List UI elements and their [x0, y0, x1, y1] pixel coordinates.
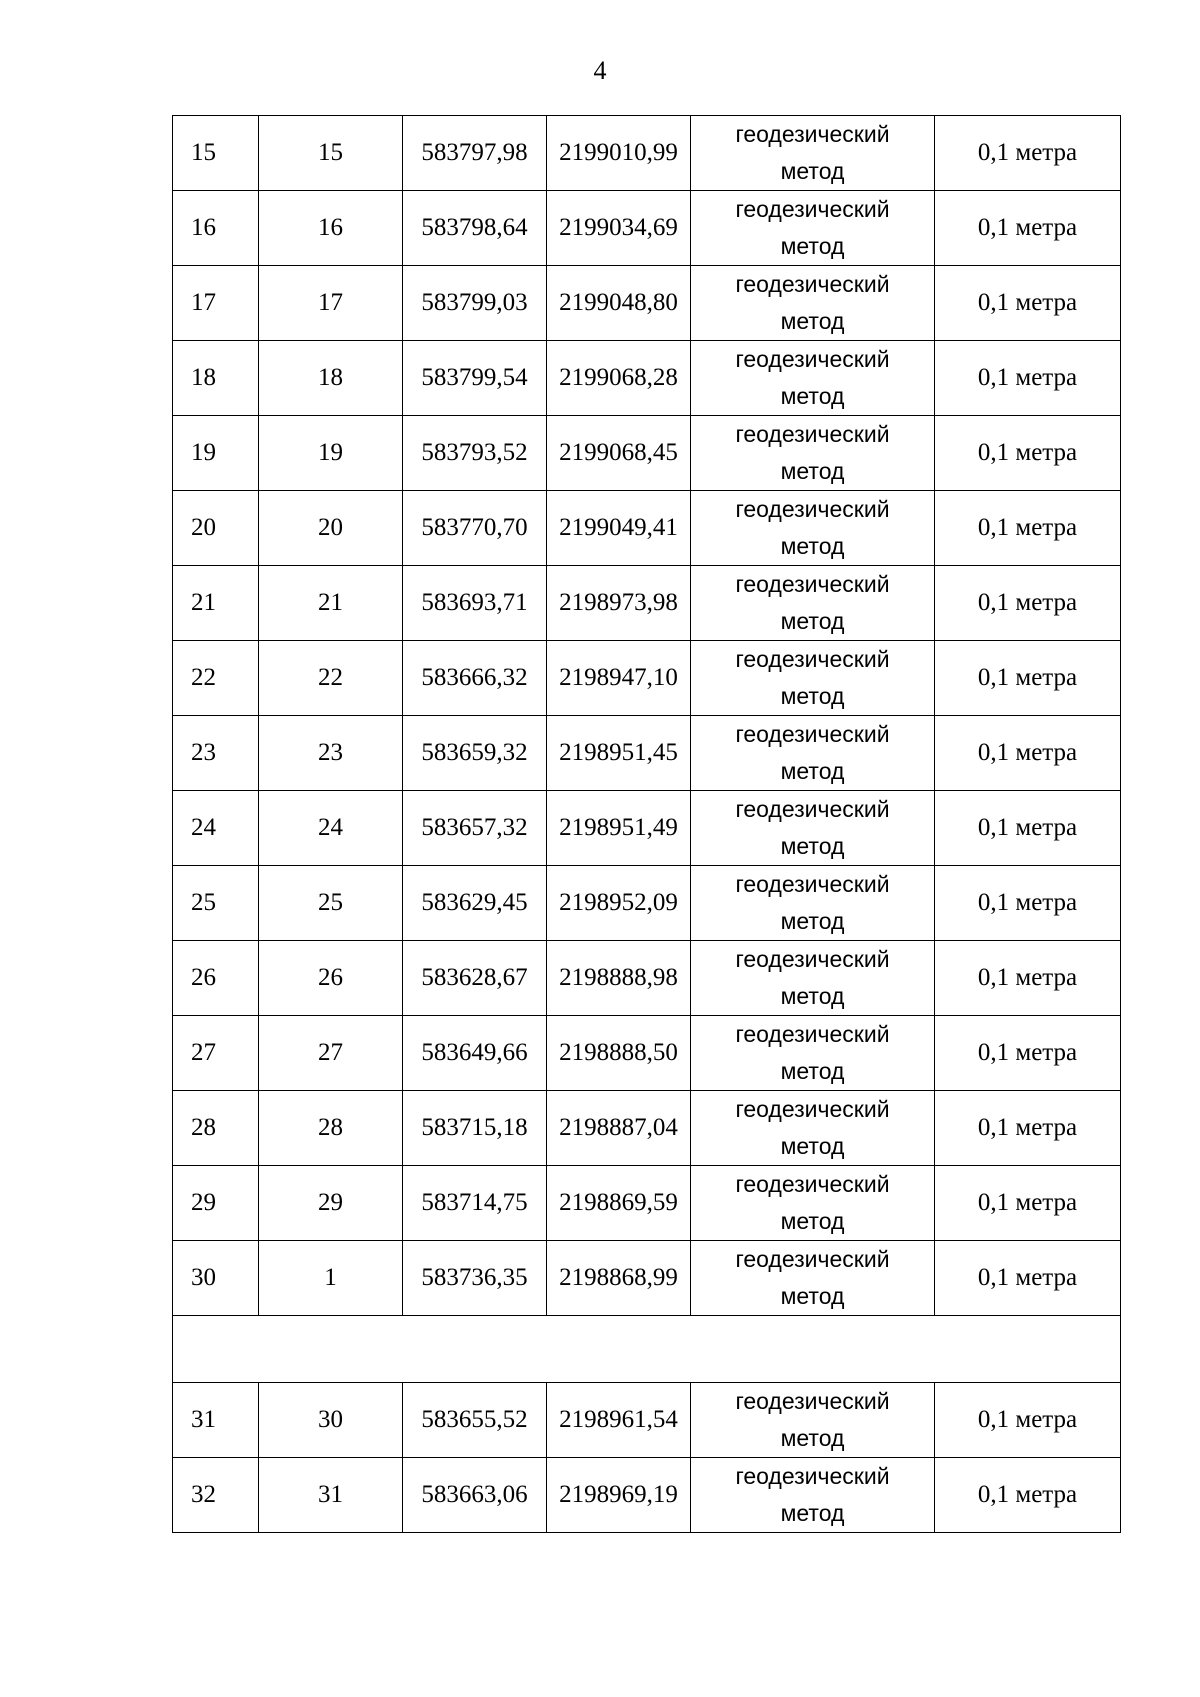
method-cell: [691, 641, 935, 716]
table-row: [173, 1016, 1121, 1091]
method-line-2: метод: [780, 533, 845, 559]
x-coordinate-cell: 583793,52: [403, 416, 547, 491]
row-number-cell: 32: [173, 1458, 259, 1533]
method-line-2: метод: [780, 308, 845, 334]
method-cell: [691, 341, 935, 416]
coordinates-table: [172, 115, 1121, 1533]
method-line-1: геодезический: [735, 196, 890, 222]
row-number-cell: 18: [173, 341, 259, 416]
method-cell: [691, 716, 935, 791]
y-coordinate-cell: 2198869,59: [547, 1166, 691, 1241]
y-coordinate-cell: 2198951,49: [547, 791, 691, 866]
method-line-2: метод: [780, 158, 845, 184]
table-row: [173, 1458, 1121, 1533]
y-coordinate-cell: 2198969,19: [547, 1458, 691, 1533]
point-number-cell: 17: [259, 266, 403, 341]
method-line-2: метод: [780, 833, 845, 859]
row-number-cell: 15: [173, 116, 259, 191]
method-line-2: метод: [780, 1283, 845, 1309]
row-number-cell: 26: [173, 941, 259, 1016]
x-coordinate-cell: 583657,32: [403, 791, 547, 866]
x-coordinate-cell: 583799,03: [403, 266, 547, 341]
method-line-2: метод: [780, 908, 845, 934]
accuracy-cell: 0,1 метра: [935, 791, 1121, 866]
method-line-1: геодезический: [735, 946, 890, 972]
x-coordinate-cell: 583799,54: [403, 341, 547, 416]
y-coordinate-cell: 2198973,98: [547, 566, 691, 641]
row-number-cell: 20: [173, 491, 259, 566]
point-number-cell: 27: [259, 1016, 403, 1091]
method-cell: [691, 116, 935, 191]
accuracy-cell: 0,1 метра: [935, 1241, 1121, 1316]
point-number-cell: 20: [259, 491, 403, 566]
accuracy-cell: 0,1 метра: [935, 416, 1121, 491]
x-coordinate-cell: 583659,32: [403, 716, 547, 791]
y-coordinate-cell: 2198947,10: [547, 641, 691, 716]
method-line-1: геодезический: [735, 1096, 890, 1122]
page-number: 4: [593, 56, 607, 85]
method-line-2: метод: [780, 1500, 845, 1526]
row-number-cell: 30: [173, 1241, 259, 1316]
x-coordinate-cell: 583798,64: [403, 191, 547, 266]
point-number-cell: 15: [259, 116, 403, 191]
table-row: [173, 941, 1121, 1016]
point-number-cell: 23: [259, 716, 403, 791]
method-cell: [691, 491, 935, 566]
method-line-2: метод: [780, 1058, 845, 1084]
table-row: [173, 1241, 1121, 1316]
table-row: [173, 191, 1121, 266]
row-number-cell: 29: [173, 1166, 259, 1241]
accuracy-cell: 0,1 метра: [935, 266, 1121, 341]
accuracy-cell: 0,1 метра: [935, 1016, 1121, 1091]
method-line-1: геодезический: [735, 1021, 890, 1047]
table-separator: [173, 1316, 1121, 1383]
point-number-cell: 21: [259, 566, 403, 641]
point-number-cell: 18: [259, 341, 403, 416]
method-line-1: геодезический: [735, 1388, 890, 1414]
row-number-cell: 23: [173, 716, 259, 791]
x-coordinate-cell: 583715,18: [403, 1091, 547, 1166]
method-line-2: метод: [780, 1133, 845, 1159]
row-number-cell: 21: [173, 566, 259, 641]
point-number-cell: 28: [259, 1091, 403, 1166]
x-coordinate-cell: 583649,66: [403, 1016, 547, 1091]
x-coordinate-cell: 583628,67: [403, 941, 547, 1016]
accuracy-cell: 0,1 метра: [935, 116, 1121, 191]
table-row: [173, 866, 1121, 941]
y-coordinate-cell: 2198961,54: [547, 1383, 691, 1458]
table-row: [173, 1166, 1121, 1241]
method-line-1: геодезический: [735, 1463, 890, 1489]
method-line-1: геодезический: [735, 571, 890, 597]
method-cell: [691, 1091, 935, 1166]
method-line-2: метод: [780, 983, 845, 1009]
table-row: [173, 566, 1121, 641]
method-line-1: геодезический: [735, 121, 890, 147]
accuracy-cell: 0,1 метра: [935, 1383, 1121, 1458]
point-number-cell: 26: [259, 941, 403, 1016]
y-coordinate-cell: 2198888,50: [547, 1016, 691, 1091]
x-coordinate-cell: 583797,98: [403, 116, 547, 191]
method-cell: [691, 266, 935, 341]
table-row: [173, 1383, 1121, 1458]
method-cell: [691, 191, 935, 266]
method-cell: [691, 566, 935, 641]
accuracy-cell: 0,1 метра: [935, 1458, 1121, 1533]
method-line-2: метод: [780, 608, 845, 634]
row-number-cell: 19: [173, 416, 259, 491]
method-line-1: геодезический: [735, 721, 890, 747]
blank-cell: [173, 1316, 1121, 1383]
point-number-cell: 1: [259, 1241, 403, 1316]
table-row: [173, 116, 1121, 191]
y-coordinate-cell: 2199048,80: [547, 266, 691, 341]
method-cell: [691, 1166, 935, 1241]
y-coordinate-cell: 2198887,04: [547, 1091, 691, 1166]
method-cell: [691, 1383, 935, 1458]
table-row: [173, 266, 1121, 341]
method-cell: [691, 866, 935, 941]
accuracy-cell: 0,1 метра: [935, 866, 1121, 941]
method-line-1: геодезический: [735, 1171, 890, 1197]
method-line-2: метод: [780, 683, 845, 709]
method-line-1: геодезический: [735, 646, 890, 672]
method-cell: [691, 1241, 935, 1316]
y-coordinate-cell: 2199068,45: [547, 416, 691, 491]
accuracy-cell: 0,1 метра: [935, 641, 1121, 716]
accuracy-cell: 0,1 метра: [935, 566, 1121, 641]
row-number-cell: 22: [173, 641, 259, 716]
y-coordinate-cell: 2198951,45: [547, 716, 691, 791]
method-line-1: геодезический: [735, 421, 890, 447]
method-cell: [691, 1016, 935, 1091]
method-line-1: геодезический: [735, 871, 890, 897]
table-body-top: [173, 116, 1121, 1316]
method-line-2: метод: [780, 233, 845, 259]
method-cell: [691, 941, 935, 1016]
accuracy-cell: 0,1 метра: [935, 1166, 1121, 1241]
accuracy-cell: 0,1 метра: [935, 1091, 1121, 1166]
method-line-1: геодезический: [735, 1246, 890, 1272]
accuracy-cell: 0,1 метра: [935, 491, 1121, 566]
method-line-2: метод: [780, 1208, 845, 1234]
blank-separator-row: [173, 1316, 1121, 1383]
point-number-cell: 30: [259, 1383, 403, 1458]
point-number-cell: 31: [259, 1458, 403, 1533]
method-line-2: метод: [780, 758, 845, 784]
y-coordinate-cell: 2199049,41: [547, 491, 691, 566]
accuracy-cell: 0,1 метра: [935, 191, 1121, 266]
y-coordinate-cell: 2199010,99: [547, 116, 691, 191]
row-number-cell: 24: [173, 791, 259, 866]
table-row: [173, 491, 1121, 566]
x-coordinate-cell: 583663,06: [403, 1458, 547, 1533]
row-number-cell: 28: [173, 1091, 259, 1166]
table-row: [173, 341, 1121, 416]
x-coordinate-cell: 583655,52: [403, 1383, 547, 1458]
table-row: [173, 1091, 1121, 1166]
accuracy-cell: 0,1 метра: [935, 941, 1121, 1016]
method-cell: [691, 416, 935, 491]
method-line-1: геодезический: [735, 496, 890, 522]
point-number-cell: 24: [259, 791, 403, 866]
method-line-2: метод: [780, 383, 845, 409]
accuracy-cell: 0,1 метра: [935, 716, 1121, 791]
method-line-2: метод: [780, 1425, 845, 1451]
point-number-cell: 29: [259, 1166, 403, 1241]
y-coordinate-cell: 2199068,28: [547, 341, 691, 416]
y-coordinate-cell: 2198868,99: [547, 1241, 691, 1316]
row-number-cell: 31: [173, 1383, 259, 1458]
x-coordinate-cell: 583629,45: [403, 866, 547, 941]
y-coordinate-cell: 2199034,69: [547, 191, 691, 266]
y-coordinate-cell: 2198888,98: [547, 941, 691, 1016]
y-coordinate-cell: 2198952,09: [547, 866, 691, 941]
point-number-cell: 16: [259, 191, 403, 266]
table-row: [173, 416, 1121, 491]
table-row: [173, 641, 1121, 716]
row-number-cell: 27: [173, 1016, 259, 1091]
point-number-cell: 25: [259, 866, 403, 941]
point-number-cell: 19: [259, 416, 403, 491]
method-line-1: геодезический: [735, 796, 890, 822]
table-body-bottom: [173, 1383, 1121, 1533]
x-coordinate-cell: 583693,71: [403, 566, 547, 641]
table-row: [173, 716, 1121, 791]
row-number-cell: 17: [173, 266, 259, 341]
method-line-2: метод: [780, 458, 845, 484]
method-cell: [691, 791, 935, 866]
x-coordinate-cell: 583736,35: [403, 1241, 547, 1316]
method-line-1: геодезический: [735, 271, 890, 297]
row-number-cell: 16: [173, 191, 259, 266]
method-line-1: геодезический: [735, 346, 890, 372]
x-coordinate-cell: 583714,75: [403, 1166, 547, 1241]
accuracy-cell: 0,1 метра: [935, 341, 1121, 416]
x-coordinate-cell: 583666,32: [403, 641, 547, 716]
x-coordinate-cell: 583770,70: [403, 491, 547, 566]
row-number-cell: 25: [173, 866, 259, 941]
point-number-cell: 22: [259, 641, 403, 716]
table-row: [173, 791, 1121, 866]
method-cell: [691, 1458, 935, 1533]
